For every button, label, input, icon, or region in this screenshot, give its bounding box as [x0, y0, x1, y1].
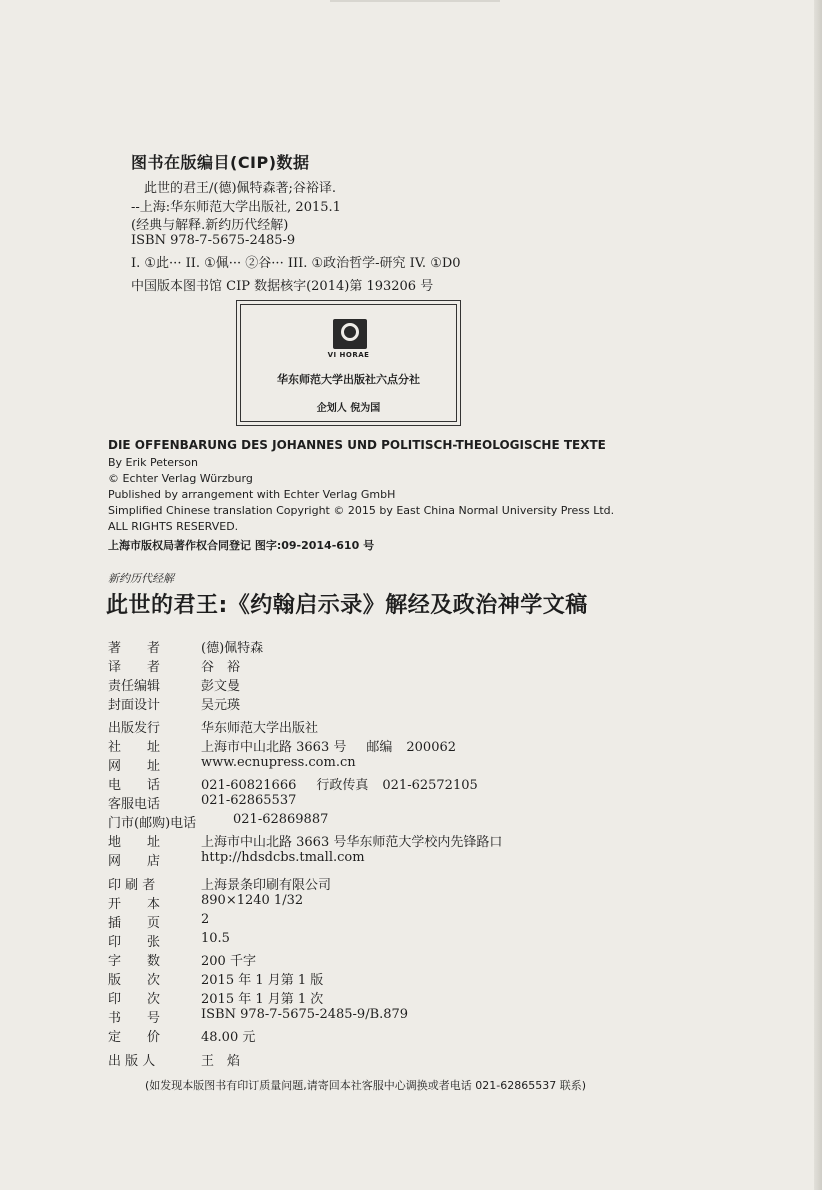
- credit-value: 谷 裕: [201, 660, 241, 675]
- print-value: 890×1240 1/32: [201, 893, 304, 908]
- series-name: 新约历代经解: [108, 572, 174, 585]
- publisher-person-value: 王 焰: [201, 1054, 241, 1069]
- online-store-value: http://hdsdcbs.tmall.com: [201, 850, 365, 865]
- cip-line-title: 此世的君王/(德)佩特森著;谷裕译.: [144, 181, 337, 196]
- postcode-value: 200062: [406, 740, 457, 755]
- print-label: 定 价: [108, 1030, 161, 1045]
- print-row: [108, 950, 256, 969]
- rights-registration: 上海市版权局著作权合同登记 图字:09-2014-610 号: [108, 539, 375, 552]
- publish-row: [108, 774, 478, 793]
- cip-title: 图书在版编目(CIP)数据: [131, 153, 310, 172]
- print-value: 48.00 元: [201, 1030, 256, 1045]
- phone-value: 021-60821666: [201, 778, 297, 793]
- credit-label: 责任编辑: [108, 679, 161, 694]
- publish-value: [201, 774, 478, 793]
- postcode-label: 邮编: [366, 740, 393, 755]
- scan-edge-top: [330, 0, 500, 2]
- publish-row: [108, 755, 356, 774]
- publish-value: 华东师范大学出版社: [201, 721, 319, 736]
- store-address-value: 上海市中山北路 3663 号华东师范大学校内先锋路口: [201, 835, 503, 850]
- print-value: 2015 年 1 月第 1 版: [201, 973, 324, 988]
- publish-label: 出版发行: [108, 721, 161, 736]
- logo-text: VI HORAE: [327, 351, 370, 359]
- address-value: 上海市中山北路 3663 号: [201, 740, 347, 755]
- service-phone-value: 021-62865537: [201, 793, 297, 808]
- credit-value: (德)佩特森: [201, 641, 264, 656]
- publish-label: 客服电话: [108, 797, 161, 812]
- publish-row: [108, 831, 503, 850]
- print-value: 200 千字: [201, 954, 256, 969]
- print-value: 10.5: [201, 931, 230, 946]
- print-value: 2: [201, 912, 210, 927]
- print-label: 开 本: [108, 897, 161, 912]
- scan-edge-right: [814, 0, 822, 1190]
- print-value: ISBN 978-7-5675-2485-9/B.879: [201, 1007, 409, 1022]
- print-row: [108, 988, 324, 1007]
- cip-line-publisher: --上海:华东师范大学出版社, 2015.1: [131, 200, 341, 215]
- publish-label: 门市(邮购)电话: [108, 816, 197, 831]
- rights-reserved: ALL RIGHTS RESERVED.: [108, 520, 239, 533]
- quality-notice: (如发现本版图书有印订质量问题,请寄回本社客服中心调换或者电话 021-62865537 联系): [145, 1079, 587, 1092]
- publish-label: 网 址: [108, 759, 161, 774]
- original-title: DIE OFFENBARUNG DES JOHANNES UND POLITISCH-THEOLOGISCHE TEXTE: [108, 438, 606, 452]
- credit-row: [108, 694, 241, 713]
- print-label: 插 页: [108, 916, 161, 931]
- print-label: 印 次: [108, 992, 161, 1007]
- print-value: 2015 年 1 月第 1 次: [201, 992, 324, 1007]
- liuxiang-6-logo-icon: [333, 319, 367, 349]
- publish-label: 电 话: [108, 778, 161, 793]
- logo-ring: [341, 323, 359, 341]
- print-row: [108, 912, 210, 931]
- print-row: [108, 893, 304, 912]
- credit-row: [108, 656, 241, 675]
- publish-row: [108, 793, 297, 812]
- credit-row: [108, 637, 264, 656]
- rights-copyright: © Echter Verlag Würzburg: [108, 472, 253, 485]
- imprint-planner: 企划人 倪为国: [316, 403, 381, 414]
- print-row: [108, 1007, 409, 1026]
- publish-label: 网 店: [108, 854, 161, 869]
- print-row: [108, 969, 324, 988]
- website-value: www.ecnupress.com.cn: [201, 755, 356, 770]
- cip-line-isbn: ISBN 978-7-5675-2485-9: [131, 233, 296, 248]
- imprint-box: [236, 300, 461, 426]
- rights-translation: Simplified Chinese translation Copyright © 2015 by East China Normal University Press Ltd.: [108, 504, 615, 517]
- book-title: 此世的君王:《约翰启示录》解经及政治神学文稿: [106, 593, 588, 618]
- credit-row: [108, 675, 241, 694]
- print-row: [108, 931, 230, 950]
- imprint-name: 华东师范大学出版社六点分社: [277, 373, 420, 386]
- print-label: 印 张: [108, 935, 161, 950]
- publish-row: [108, 850, 365, 869]
- publisher-person-label: 出 版 人: [108, 1054, 156, 1069]
- print-label: 书 号: [108, 1011, 161, 1026]
- credit-label: 著 者: [108, 641, 161, 656]
- cip-line-series: (经典与解释.新约历代经解): [131, 218, 289, 233]
- publish-row: [108, 812, 329, 831]
- publish-row: [108, 717, 319, 736]
- print-label: 印 刷 者: [108, 878, 156, 893]
- print-label: 字 数: [108, 954, 161, 969]
- rights-arrangement: Published by arrangement with Echter Verlag GmbH: [108, 488, 396, 501]
- credit-value: 彭文曼: [201, 679, 241, 694]
- fax-label: 行政传真: [316, 778, 369, 793]
- cip-line-classification: I. ①此··· II. ①佩··· ②谷··· III. ①政治哲学-研究 IV. ①D0: [131, 256, 461, 271]
- credit-label: 封面设计: [108, 698, 161, 713]
- fax-value: 021-62572105: [382, 778, 478, 793]
- publish-label: 地 址: [108, 835, 161, 850]
- publish-row: [108, 736, 457, 755]
- credit-value: 吴元瑛: [201, 698, 241, 713]
- publisher-person-row: [108, 1050, 241, 1069]
- publish-value: [201, 736, 456, 755]
- print-label: 版 次: [108, 973, 161, 988]
- publish-label: 社 址: [108, 740, 161, 755]
- credit-label: 译 者: [108, 660, 161, 675]
- print-row: [108, 1026, 256, 1045]
- cip-line-number: 中国版本图书馆 CIP 数据核字(2014)第 193206 号: [131, 279, 434, 294]
- print-value: 上海景条印刷有限公司: [201, 878, 332, 893]
- imprint-box-inner: [240, 304, 457, 422]
- print-row: [108, 874, 332, 893]
- rights-author: By Erik Peterson: [108, 456, 198, 469]
- store-phone-value: 021-62869887: [233, 812, 329, 827]
